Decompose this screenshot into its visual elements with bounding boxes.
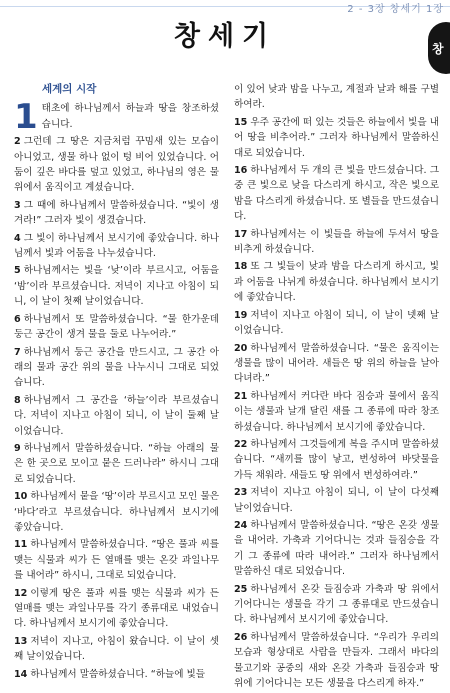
verse-text: 저녁이 지나고 아침이 되니, 이 날이 다섯째 날이었습니다. xyxy=(234,487,439,514)
verse-number: 6 xyxy=(14,313,21,325)
verse-text: 하나님께서 말씀하셨습니다. “땅은 온갖 생물을 내어라. 가축과 기어다니는 것과 들짐승을 각기 그 종류에 따라 내어라.” 그러자 하나님께서 말씀하신 대로 되었습니다. xyxy=(234,519,439,578)
verse-number: 15 xyxy=(234,116,248,128)
verse-number: 5 xyxy=(14,265,21,277)
verse-number: 12 xyxy=(14,587,28,599)
verse-number: 25 xyxy=(234,583,248,595)
verse xyxy=(14,263,219,309)
verse-number: 2 xyxy=(14,136,21,148)
verse-text: 저녁이 지나고, 아침이 왔습니다. 이 날이 셋째 날이었습니다. xyxy=(14,635,219,663)
verse xyxy=(14,97,219,138)
left-column xyxy=(14,82,219,684)
verse-text: 이 있어 낮과 밤을 나누고, 계절과 날과 해를 구별하여라. xyxy=(234,84,439,111)
verse xyxy=(234,82,439,113)
verse xyxy=(14,393,219,439)
verse-text: 하나님께서 말씀하셨습니다. “우리가 우리의 모습과 형상대로 사람을 만들자. 그래서 바다의 물고기와 공중의 새와 온갖 가축과 들짐승과 땅 위에 기어다니는 모든 생물을 다스리게 하자.” xyxy=(234,631,439,690)
verse-text: 그런데 그 땅은 지금처럼 꾸밈새 있는 모습이 아니었고, 생물 하나 없이 텅 비어 있었습니다. 어둠이 깊은 바다를 덮고 있었고, 하나님의 영은 물 위에서 움직이고 계셨습니다. xyxy=(14,136,219,194)
left-verse-list xyxy=(14,97,219,682)
verse xyxy=(14,345,219,391)
verse-number: 26 xyxy=(234,631,248,643)
verse xyxy=(234,485,439,516)
verse-text: 하나님께서 말씀하셨습니다. “물은 움직이는 생물을 많이 내어라. 새들은 땅 위의 하늘을 날아다녀라.” xyxy=(234,342,439,385)
verse xyxy=(14,198,219,229)
verse xyxy=(14,634,219,665)
verse-text: 하나님께서 그것들에게 복을 주시며 말씀하셨습니다. “새끼를 많이 낳고, 번성하여 바닷물을 가득 채워라. 새들도 땅 위에서 번성하여라.” xyxy=(234,438,439,481)
thumb-tab-label: 창 xyxy=(432,41,444,56)
right-column xyxy=(234,82,439,693)
verse-number: 19 xyxy=(234,309,248,321)
verse-number: 21 xyxy=(234,390,248,402)
verse-number: 14 xyxy=(14,668,28,680)
verse xyxy=(234,341,439,387)
verse-number: 10 xyxy=(14,491,28,503)
verse-number: 23 xyxy=(234,487,248,499)
verse-number: 11 xyxy=(14,539,28,551)
verse xyxy=(14,489,219,535)
verse-number: 20 xyxy=(234,342,248,354)
verse xyxy=(234,308,439,339)
verse-text: 이렇게 땅은 풀과 씨를 맺는 식물과 씨가 든 열매를 맺는 과일나무를 각기 종류대로 내었습니다. 하나님께서 보시기에 좋았습니다. xyxy=(14,587,219,630)
verse xyxy=(14,312,219,343)
verse-number: 4 xyxy=(14,232,21,244)
verse xyxy=(234,518,439,580)
verse-text: 하나님께서 그 공간을 ‘하늘’이라 부르셨습니다. 저녁이 지나고 아침이 되니, 이 날이 둘째 날이었습니다. xyxy=(14,394,219,437)
verse-text: 하나님께서 말씀하셨습니다. “하늘 아래의 물은 한 곳으로 모이고 뭍은 드러나라” 하시니 그대로 되었습니다. xyxy=(14,442,219,485)
verse-number: 13 xyxy=(14,635,28,647)
verse-text: 하나님께서 온갖 들짐승과 가축과 땅 위에서 기어다니는 생물을 각기 그 종류대로 만드셨습니다. 하나님께서 보시기에 좋았습니다. xyxy=(234,583,439,626)
verse xyxy=(14,586,219,632)
verse-text: 하나님께서 말씀하셨습니다. “땅은 풀과 씨를 맺는 식물과 씨가 든 열매를 맺는 온갖 과일나무를 내어라” 하시니, 그대로 되었습니다. xyxy=(14,539,219,582)
verse xyxy=(234,227,439,258)
verse-text: 태초에 하나님께서 하늘과 땅을 창조하셨습니다. xyxy=(41,103,219,130)
verse-number: 8 xyxy=(14,394,21,406)
verse xyxy=(234,259,439,305)
verse xyxy=(234,437,439,483)
verse xyxy=(234,630,439,692)
verse xyxy=(14,441,219,487)
verse xyxy=(14,134,219,196)
verse xyxy=(234,163,439,225)
verse-text: 하나님께서는 이 빛들을 하늘에 두셔서 땅을 비추게 하셨습니다. xyxy=(234,228,439,256)
verse-text: 하나님께서는 빛을 ‘낮’이라 부르시고, 어둠을 ‘밤’이라 부르셨습니다. 저녁이 지나고 아침이 되니, 이 날이 첫째 날이었습니다. xyxy=(14,265,219,308)
right-verse-list xyxy=(234,82,439,691)
verse-number: 22 xyxy=(234,438,248,450)
verse-number: 3 xyxy=(14,199,21,211)
verse-number: 9 xyxy=(14,442,21,454)
verse-text: 그 빛이 하나님께서 보시기에 좋았습니다. 하나님께서 빛과 어둠을 나누셨습니다. xyxy=(14,232,219,260)
verse-text: 하나님께서 뭍을 ‘땅’이라 부르시고 모인 물은 ‘바다’라고 부르셨습니다. 하나님께서 보시기에 좋았습니다. xyxy=(14,491,219,533)
book-title: 창세기 xyxy=(173,21,277,52)
verse xyxy=(234,582,439,628)
verse xyxy=(234,389,439,435)
running-head: 2 - 3장 창세기 1장 xyxy=(347,4,444,15)
verse-number: 18 xyxy=(234,261,248,273)
verse-number: 24 xyxy=(234,519,248,531)
chapter-number: 1 xyxy=(14,97,38,138)
verse-text: 하나님께서 말씀하셨습니다. “하늘에 빛들 xyxy=(30,668,206,680)
verse-text: 우주 공간에 떠 있는 것들은 하늘에서 빛을 내어 땅을 비추어라.” 그러자 하나님께서 말씀하신 대로 되었습니다. xyxy=(234,116,439,159)
verse-number: 17 xyxy=(234,228,248,240)
verse xyxy=(14,667,219,682)
verse-text: 하나님께서 또 말씀하셨습니다. “물 한가운데 둥근 공간이 생겨 물을 둘로 나누어라.” xyxy=(14,313,219,341)
verse-text: 저녁이 지나고 아침이 되니, 이 날이 넷째 날이었습니다. xyxy=(234,309,439,337)
verse-number: 7 xyxy=(14,346,21,358)
verse xyxy=(234,115,439,161)
verse xyxy=(14,537,219,583)
verse-text: 하나님께서 커다란 바다 짐승과 물에서 움직이는 생물과 날개 달린 새를 그 종류에 따라 창조하셨습니다. 하나님께서 보시기에 좋았습니다. xyxy=(234,390,439,433)
verse-number: 16 xyxy=(234,165,248,177)
verse-text: 또 그 빛들이 낮과 밤을 다스리게 하시고, 빛과 어둠을 나뉘게 하셨습니다. 하나님께서 보시기에 좋았습니다. xyxy=(234,261,439,304)
verse-text: 하나님께서 두 개의 큰 빛을 만드셨습니다. 그 중 큰 빛으로 낮을 다스리게 하시고, 작은 빛으로 밤을 다스리게 하셨습니다. 또 별들을 만드셨습니다. xyxy=(234,165,439,223)
verse-text: 하나님께서 둥근 공간을 만드시고, 그 공간 아래의 물과 공간 위의 물을 나누시니 그대로 되었습니다. xyxy=(14,346,219,389)
verse xyxy=(14,231,219,262)
thumb-index-tab[interactable] xyxy=(428,22,450,74)
verse-text: 그 때에 하나님께서 말씀하셨습니다. “빛이 생겨라!” 그러자 빛이 생겼습니다. xyxy=(14,199,219,227)
section-heading: 세계의 시작 xyxy=(42,83,97,95)
